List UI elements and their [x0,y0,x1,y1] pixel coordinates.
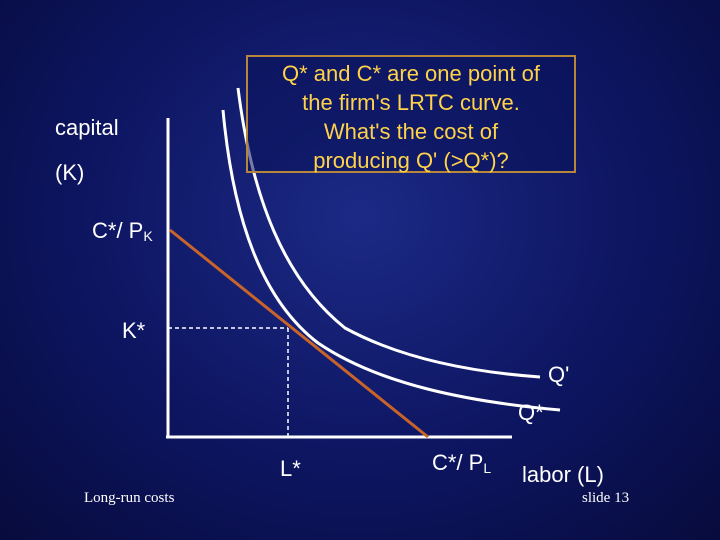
l-star-label: L* [280,456,301,481]
question-callout [246,55,576,173]
c-over-pk-label [92,218,153,244]
callout-line-3: What's the cost of [323,119,499,144]
k-star-label: K* [122,318,146,343]
c-over-pk-text: C*/ P [92,218,144,243]
footer-slide-number: slide 13 [582,490,630,506]
footer-title: Long-run costs [84,490,175,506]
callout-line-4: producing Q' (>Q*)? [313,148,509,173]
x-axis-label-labor: labor (L) [522,462,604,487]
c-over-pl-label [432,450,491,476]
callout-line-1: Q* and C* are one point of [281,61,541,86]
q-star-label: Q* [518,400,544,425]
callout-line-2: the firm's LRTC curve. [302,90,520,115]
c-over-pl-text: C*/ P [432,450,484,475]
c-over-pk-subscript: K [143,228,153,244]
y-axis-label-capital: capital [55,115,119,140]
q-prime-label: Q' [548,362,570,387]
y-axis-label-k: (K) [55,160,85,185]
isocost-line [170,230,428,437]
c-over-pl-subscript: L [483,460,492,476]
